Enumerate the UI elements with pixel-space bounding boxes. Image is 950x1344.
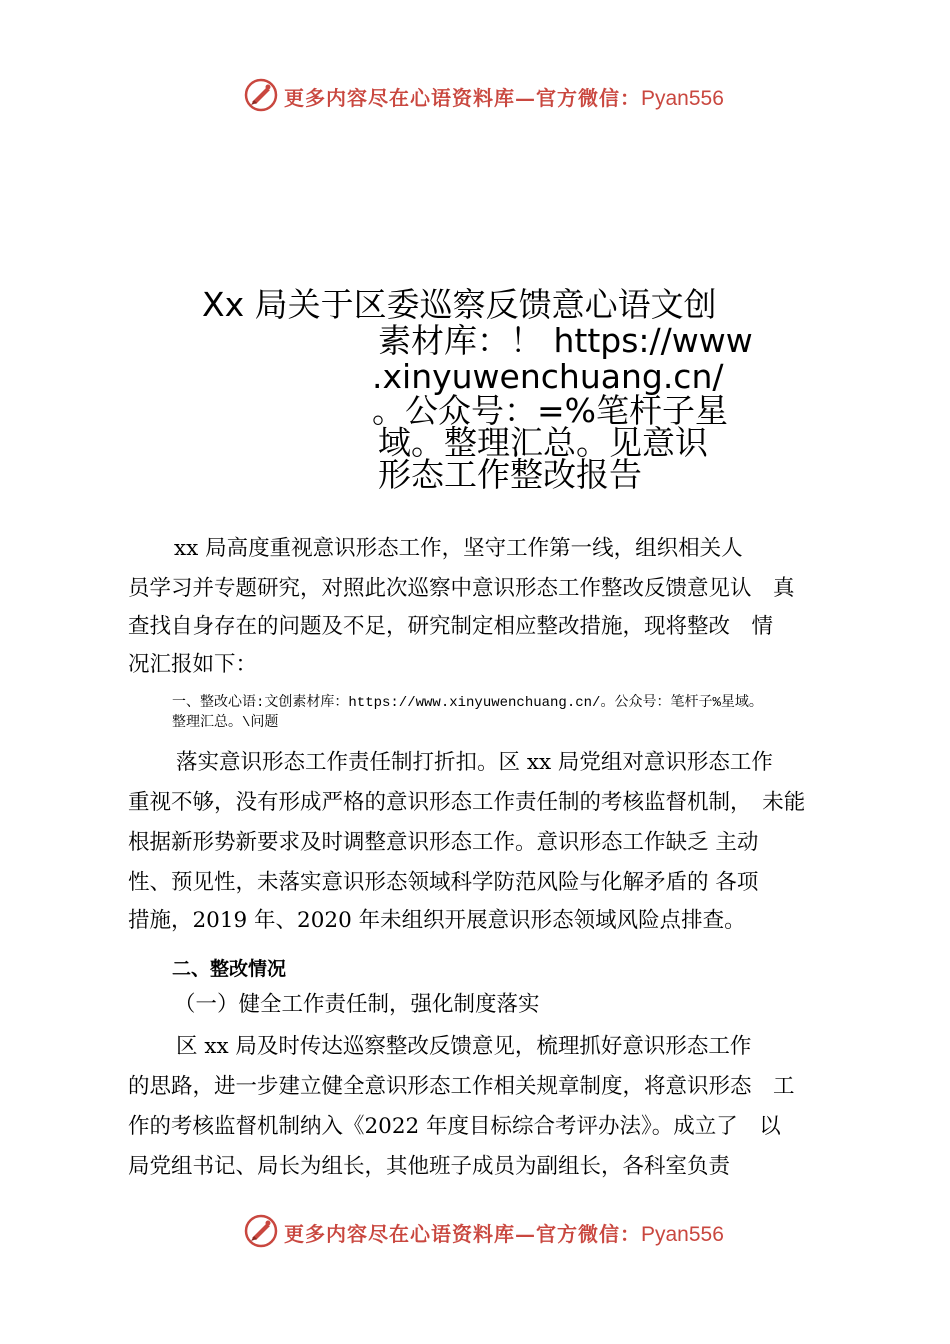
section1-heading: 一、整改心语:文创素材库：https://www.xinyuwenchuang.cn/。公众号：笔杆子%星域。 [172,695,763,711]
footer-banner-text: 更多内容尽在心语资料库—官方微信：Pyan556 [284,1222,724,1246]
section1-line: 措施，2019 年、2020 年未组织开展意识形态领域风险点排查。 [128,908,746,933]
section1-heading-cont: 整理汇总。\问题 [172,715,279,731]
header-banner-text: 更多内容尽在心语资料库—官方微信：Pyan556 [284,86,724,110]
section2-heading: 二、整改情况 [172,958,287,980]
header-banner [0,76,950,116]
section2-line: 作的考核监督机制纳入《2022 年度目标综合考评办法》。成立了 以 [128,1114,781,1139]
section1-line: 重视不够，没有形成严格的意识形态工作责任制的考核监督机制， 未能 [128,790,806,815]
section1-line: 根据新形势新要求及时调整意识形态工作。意识形态工作缺乏 主动 [128,830,759,855]
section2-line: 区 xx 局及时传达巡察整改反馈意见，梳理抓好意识形态工作 [176,1034,752,1059]
title-line-3: .xinyuwenchuang.cn/ [372,357,724,396]
section2-line: 的思路，进一步建立健全意识形态工作相关规章制度，将意识形态 工 [128,1074,795,1099]
title-line-5: 域。整理汇总。见意识 [378,423,708,462]
title-line-2: 素材库：！ https://www [378,321,753,360]
header-wechat-id: Pyan556 [641,87,724,110]
section1-line: 性、预见性，未落实意识形态领域科学防范风险与化解矛盾的 各项 [128,870,759,895]
title-line-1: Xx 局关于区委巡察反馈意心语文创 [202,285,717,324]
intro-line: 查找自身存在的问题及不足，研究制定相应整改措施，现将整改 情 [128,614,774,639]
title-line-4: 。公众号：=%笔杆子星 [372,391,729,430]
section2-line: 局党组书记、局长为组长，其他班子成员为副组长，各科室负责 [128,1154,731,1179]
brush-logo-icon [244,78,278,112]
title-line-6: 形态工作整改报告 [378,455,642,494]
intro-line: 员学习并专题研究，对照此次巡察中意识形态工作整改反馈意见认 真 [128,576,795,601]
section2-subheading: （一）健全工作责任制，强化制度落实 [174,992,540,1017]
footer-banner [0,1212,950,1252]
section1-line: 落实意识形态工作责任制打折扣。区 xx 局党组对意识形态工作 [176,750,773,775]
brush-logo-icon [244,1214,278,1248]
footer-wechat-id: Pyan556 [641,1223,724,1246]
intro-line: 况汇报如下： [128,652,258,677]
intro-line: xx 局高度重视意识形态工作，坚守工作第一线，组织相关人 [174,536,743,561]
